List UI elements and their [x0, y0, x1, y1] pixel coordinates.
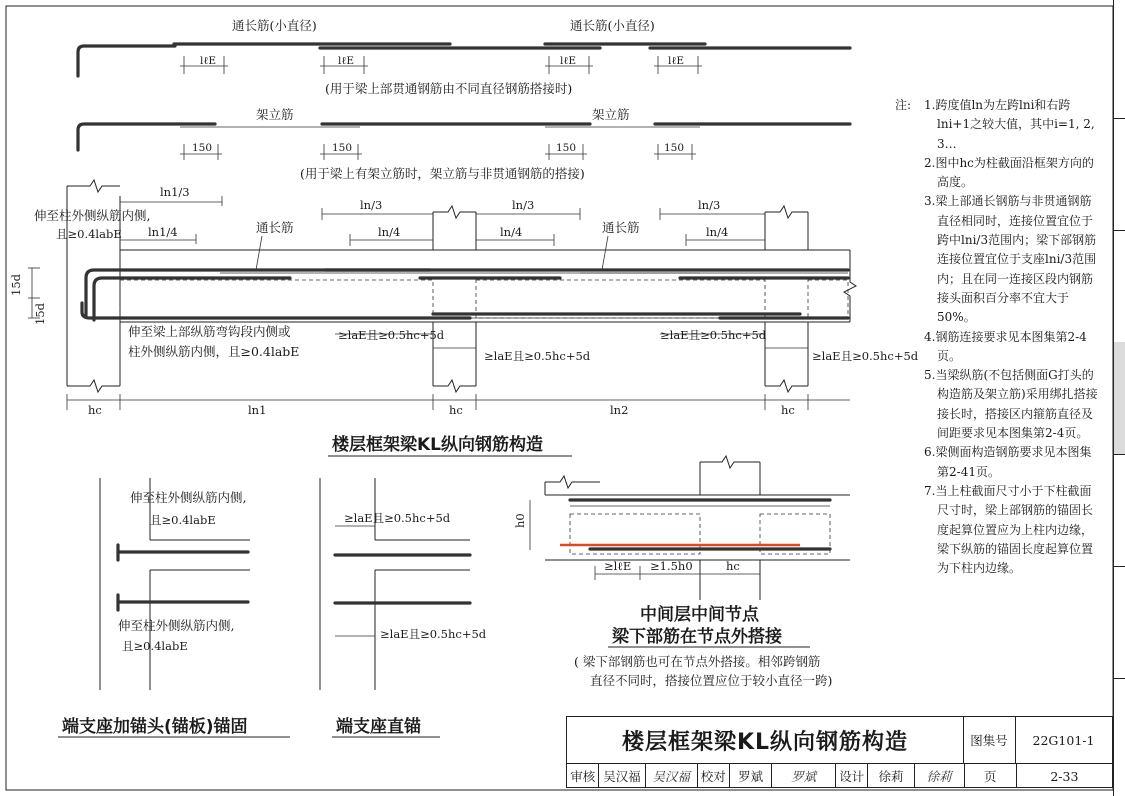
h0-label: h0 — [513, 513, 527, 528]
ln2-label: ln2 — [610, 403, 629, 417]
dim150-3: 150 — [556, 142, 577, 154]
mid-caption-1: 中间层中间节点 — [640, 605, 759, 625]
tongchang-small-label-1: 通长筋(小直径) — [232, 18, 317, 33]
anchor-plate-note-b: 且≥0.4labE — [150, 513, 216, 527]
hc-label-1: hc — [88, 403, 102, 417]
note-item-1: 1.跨度值ln为左跨lni和右跨lni+1之较大值，其中i=1, 2, 3… — [924, 98, 1095, 151]
straight-anchor-label-1: ≥laE且≥0.5hc+5d — [344, 511, 451, 525]
lle-label-4: lℓE — [668, 55, 685, 67]
index-tab-6 — [1114, 566, 1125, 679]
bottom-note-a: 伸至梁上部纵筋弯钩段内侧或 — [128, 324, 291, 339]
main-beam-diagram — [9, 180, 919, 417]
index-strip — [1113, 0, 1125, 796]
straight-anchor-detail — [320, 478, 487, 690]
ln-3-label-3: ln/3 — [698, 198, 721, 212]
note-item-5: 5.当梁纵筋(不包括侧面G打头的构造筋及架立筋)采用绑扎搭接接长时，搭接区内箍筋直径及间距要求见本图集第2-4页。 — [924, 368, 1098, 441]
straight-anchor-label-2: ≥laE且≥0.5hc+5d — [380, 627, 487, 641]
hc-label-4: hc — [726, 559, 740, 573]
main-caption: 楼层框架梁KL纵向钢筋构造 — [332, 435, 544, 455]
mid-caption-2: 梁下部筋在节点外搭接 — [612, 627, 782, 647]
mid-note-2: 直径不同时，搭接位置应位于较小直径一跨) — [590, 673, 833, 688]
tongchang-label-1: 通长筋 — [256, 220, 294, 235]
anchor-plate-caption: 端支座加锚头(锚板)锚固 — [62, 717, 248, 737]
atlas-label: 图集号 — [963, 717, 1016, 763]
ln1-3-label: ln1/3 — [160, 185, 190, 199]
d15-label-1: 15d — [9, 274, 23, 296]
hc-label-2: hc — [449, 403, 463, 417]
review-name: 吴汉福 — [599, 764, 645, 788]
lle-dim-label: ≥lℓE — [604, 559, 632, 573]
ln1-label: ln1 — [248, 403, 267, 417]
mid-note-1: ( 梁下部钢筋也可在节点外搭接。相邻跨钢筋 — [574, 654, 821, 669]
ln-4-label-3: ln/4 — [706, 225, 729, 239]
check-sign: 罗斌 — [772, 764, 836, 788]
design-label: 设计 — [836, 764, 868, 788]
check-label: 校对 — [698, 764, 730, 788]
design-sign: 徐莉 — [915, 764, 965, 788]
index-tab-current — [1114, 342, 1125, 455]
review-label: 审核 — [567, 764, 599, 788]
note-item-2: 2.图中hc为柱截面沿框架方向的高度。 — [924, 155, 1094, 190]
ln-3-label-2: ln/3 — [512, 198, 535, 212]
anchor-plate-note-d: 且≥0.4labE — [122, 639, 188, 653]
lle-label-3: lℓE — [560, 55, 577, 67]
hc-label-3: hc — [781, 403, 795, 417]
dim150-1: 150 — [192, 142, 213, 154]
splice-detail-jiali — [78, 107, 850, 181]
mid-joint-detail — [513, 456, 850, 600]
splice-note-1: (用于梁上部贯通钢筋由不同直径钢筋搭接时) — [325, 81, 573, 96]
lle-label-2: lℓE — [338, 55, 355, 67]
note-item-6: 6.梁侧面构造钢筋要求见本图集第2-41页。 — [924, 445, 1092, 479]
tongchang-small-label-2: 通长筋(小直径) — [570, 18, 655, 33]
anchor-label-2: ≥laE且≥0.5hc+5d — [484, 349, 591, 363]
splice-note-2: (用于梁上有架立筋时，架立筋与非贯通钢筋的搭接) — [300, 166, 585, 181]
atlas-value: 22G101-1 — [1032, 732, 1095, 748]
ln-3-label-1: ln/3 — [360, 198, 383, 212]
jiali-label-2: 架立筋 — [592, 107, 630, 122]
dim150-4: 150 — [664, 142, 685, 154]
bottom-note-b: 柱外侧纵筋内侧，且≥0.4labE — [128, 344, 300, 359]
note-item-3: 3.梁上部通长钢筋与非贯通钢筋直径相同时，连接位置宜位于跨中lni/3范围内；梁下部钢筋连接位置宜位于支座lni/3范围内；且在同一连接区段内钢筋接头面积百分率不宜大于50%。 — [924, 194, 1097, 325]
review-sign: 吴汉福 — [646, 764, 698, 788]
anchor-plate-detail — [100, 478, 250, 690]
anchor-label-4: ≥laE且≥0.5hc+5d — [812, 349, 919, 363]
index-tab-5 — [1114, 454, 1125, 567]
splice-detail-top — [78, 18, 850, 96]
title-block-title: 楼层框架梁KL纵向钢筋构造 — [567, 717, 964, 763]
index-tab-3 — [1114, 230, 1125, 343]
note-item-7: 7.当上柱截面尺寸小于下柱截面尺寸时，梁上部钢筋的锚固长度起算位置应为上柱内边缘，梁下纵筋的锚固长度起算位置为下柱内边缘。 — [924, 483, 1094, 576]
dim-15h0-label: ≥1.5h0 — [650, 559, 693, 573]
page-value: 2-33 — [1050, 768, 1079, 784]
anchor-plate-note-c: 伸至柱外侧纵筋内侧, — [118, 618, 235, 633]
check-name: 罗斌 — [730, 764, 772, 788]
left-note-b: 且≥0.4labE — [56, 227, 122, 241]
left-note-a: 伸至柱外侧纵筋内侧, — [34, 208, 151, 223]
ln-4-label-2: ln/4 — [500, 225, 523, 239]
index-tab-2 — [1114, 118, 1125, 231]
dim150-2: 150 — [332, 142, 353, 154]
straight-anchor-caption: 端支座直锚 — [336, 717, 421, 737]
note-item-4: 4.钢筋连接要求见本图集第2-4页。 — [924, 329, 1087, 363]
anchor-label-3: ≥laE且≥0.5hc+5d — [660, 328, 767, 342]
sign-row — [567, 763, 1112, 788]
anchor-label-1: ≥laE且≥0.5hc+5d — [338, 328, 445, 342]
d15-label-2: 15d — [33, 303, 47, 325]
anchor-plate-note-a: 伸至柱外侧纵筋内侧, — [130, 490, 247, 505]
lle-label-1: lℓE — [200, 55, 217, 67]
tongchang-label-2: 通长筋 — [602, 220, 640, 235]
notes-block — [897, 96, 1103, 578]
ln-4-label-1: ln/4 — [378, 225, 401, 239]
index-tab-1 — [1114, 0, 1125, 119]
page-label: 页 — [965, 764, 1017, 788]
ln1-4-label: ln1/4 — [148, 225, 178, 239]
title-block — [566, 716, 1113, 788]
jiali-label-1: 架立筋 — [256, 107, 294, 122]
design-name: 徐莉 — [868, 764, 914, 788]
notes-head: 注: — [895, 98, 912, 112]
